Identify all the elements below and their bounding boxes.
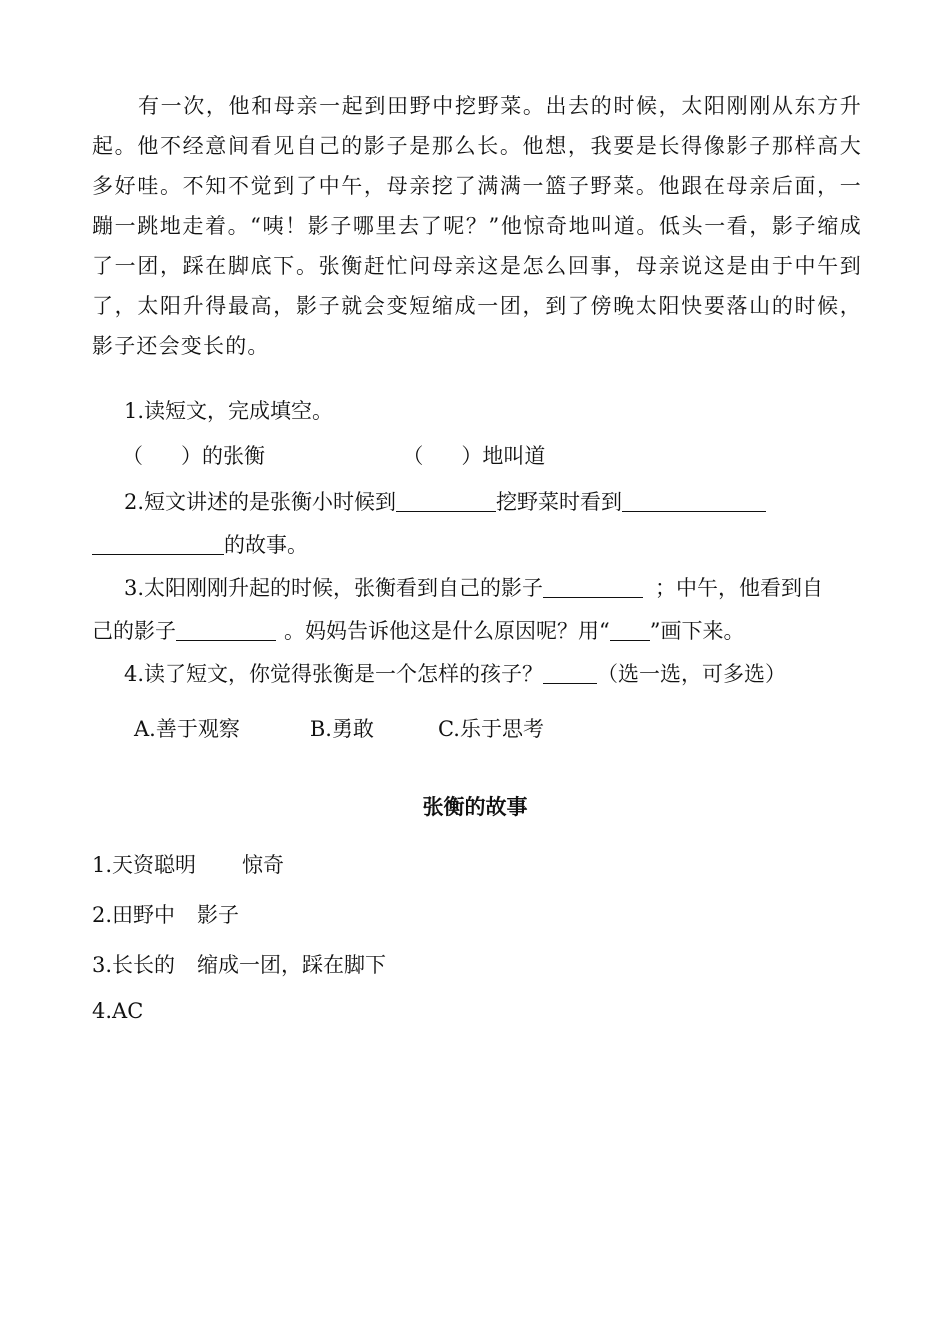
answer-2-b: 影子 [197,903,240,927]
answer-1-a: 1.天资聪明 [92,853,197,877]
question-2-line-2 [92,529,872,559]
question-2-text-1: 2.短文讲述的是张衡小时候到 [124,490,397,514]
question-3-text-3: 己的影子 [92,619,176,643]
answer-blank[interactable] [92,534,224,555]
paren-close: ） [461,444,483,468]
paren-open: （ [122,444,143,468]
answer-2-a: 2.田野中 [92,903,176,927]
question-4-line [92,658,904,688]
question-3-line-1 [92,572,904,602]
question-2-line-1 [92,486,904,516]
answer-4 [92,999,143,1023]
answer-4-text: 4.AC [92,999,144,1023]
answer-1-b: 惊奇 [242,853,285,877]
answer-3-b: 缩成一团，踩在脚下 [197,953,387,977]
passage-paragraph: 有一次，他和母亲一起到田野中挖野菜。出去的时候，太阳刚刚从东方升起。他不经意间看见自己的影子是那么长。他想，我要是长得像影子那样高大多好哇。不知不觉到了中午，母亲挖了满满一篮子野菜。他跟在母亲后面，一蹦一跳地走着。“咦！影子哪里去了呢？”他惊奇地叫道。低头一看，影子缩成了一团，踩在脚底下。张衡赶忙问母亲这是怎么回事，母亲说这是由于中午到了，太阳升得最高，影子就会变短缩成一团，到了傍晚太阳快要落山的时候，影子还会变长的。 [92,94,862,358]
answer-blank[interactable] [176,620,276,641]
reading-passage [92,86,862,366]
question-3-text-4: 。妈妈告诉他这是什么原因呢？用“ [284,619,610,643]
question-4-text-2: （选一选，可多选） [597,662,787,686]
question-2-text-3: 的故事。 [224,533,308,557]
question-3-line-2 [92,615,872,645]
paren-close: ） [181,444,202,468]
option-a[interactable]: A.善于观察 [134,717,240,741]
answer-blank[interactable] [610,620,650,641]
option-c[interactable]: C.乐于思考 [437,717,544,741]
answer-3-a: 3.长长的 [92,953,176,977]
answer-blank[interactable] [543,663,597,684]
question-1-text: 1.读短文，完成填空。 [124,399,334,423]
answer-1 [92,849,284,879]
question-1-prompt [92,395,904,425]
paren-open: （ [402,444,424,468]
blank-label-a: 的张衡 [202,444,265,468]
answer-blank[interactable] [543,577,643,598]
question-3-text-5: ”画下来。 [649,619,745,643]
answer-blank[interactable] [396,491,496,512]
question-1-blanks [122,440,902,470]
answer-2 [92,899,239,929]
question-3-text-2: ；中午，他看到自 [655,576,824,600]
answer-section-title: 张衡的故事 [422,795,528,819]
question-4-options [134,713,914,743]
blank-label-b: 地叫道 [482,444,546,468]
question-4-text-1: 4.读了短文，你觉得张衡是一个怎样的孩子？ [124,662,544,686]
option-b[interactable]: B.勇敢 [309,717,374,741]
question-3-text-1: 3.太阳刚刚升起的时候，张衡看到自己的影子 [124,576,544,600]
question-2-text-2: 挖野菜时看到 [496,490,623,514]
answer-blank[interactable] [622,491,766,512]
answer-3 [92,949,386,979]
